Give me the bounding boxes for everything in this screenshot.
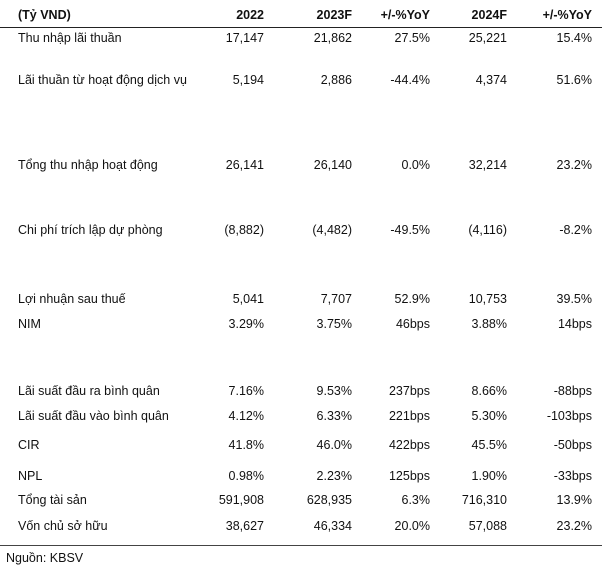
cell-yoy-2023: 237bps xyxy=(388,384,430,398)
cell-yoy-2023: 46bps xyxy=(395,317,430,331)
table-row xyxy=(0,27,602,49)
source-note: Nguồn: KBSV xyxy=(6,551,84,565)
cell-2024f: 4,374 xyxy=(475,73,507,87)
cell-yoy-2023: 6.3% xyxy=(401,493,430,507)
table-row xyxy=(0,434,602,456)
header-2022: 2022 xyxy=(236,8,264,22)
cell-2023f: 9.53% xyxy=(316,384,352,398)
table-row xyxy=(0,219,602,241)
table-row xyxy=(0,405,602,427)
cell-2024f: 8.66% xyxy=(471,384,507,398)
row-label: Lãi suất đầu ra bình quân xyxy=(18,384,160,398)
cell-yoy-2024: -103bps xyxy=(546,409,592,423)
header-yoy-2023: +/-%YoY xyxy=(380,8,430,22)
cell-2024f: 10,753 xyxy=(468,292,507,306)
cell-2022: 7.16% xyxy=(228,384,264,398)
table-header-row xyxy=(0,4,602,26)
header-2024f: 2024F xyxy=(471,8,507,22)
cell-2022: 41.8% xyxy=(228,438,264,452)
cell-2024f: 32,214 xyxy=(468,158,507,172)
cell-yoy-2023: 422bps xyxy=(388,438,430,452)
cell-yoy-2023: 125bps xyxy=(388,469,430,483)
cell-2022: 26,141 xyxy=(225,158,264,172)
row-label: Lãi thuần từ hoạt động dịch vụ xyxy=(18,73,187,87)
cell-yoy-2023: 52.9% xyxy=(394,292,430,306)
cell-yoy-2024: 51.6% xyxy=(556,73,592,87)
cell-yoy-2023: -44.4% xyxy=(390,73,430,87)
cell-yoy-2024: 13.9% xyxy=(556,493,592,507)
cell-2022: 5,194 xyxy=(232,73,264,87)
cell-2023f: 26,140 xyxy=(313,158,352,172)
cell-yoy-2023: 20.0% xyxy=(394,519,430,533)
row-label: Vốn chủ sở hữu xyxy=(18,519,108,533)
table-row xyxy=(0,465,602,487)
cell-yoy-2023: 27.5% xyxy=(394,31,430,45)
cell-2022: (8,882) xyxy=(224,223,264,237)
table-row xyxy=(0,69,602,91)
cell-2023f: 21,862 xyxy=(313,31,352,45)
row-label: Lãi suất đầu vào bình quân xyxy=(18,409,169,423)
cell-2023f: (4,482) xyxy=(312,223,352,237)
cell-2022: 17,147 xyxy=(225,31,264,45)
cell-2022: 4.12% xyxy=(228,409,264,423)
cell-2024f: 57,088 xyxy=(468,519,507,533)
cell-yoy-2023: 221bps xyxy=(388,409,430,423)
row-label: NIM xyxy=(18,317,41,331)
cell-2024f: (4,116) xyxy=(468,223,507,237)
cell-2023f: 7,707 xyxy=(320,292,352,306)
cell-2023f: 46.0% xyxy=(316,438,352,452)
table-row xyxy=(0,154,602,176)
cell-yoy-2024: -88bps xyxy=(553,384,592,398)
cell-yoy-2024: -50bps xyxy=(553,438,592,452)
cell-yoy-2024: 23.2% xyxy=(556,158,592,172)
cell-2022: 591,908 xyxy=(218,493,264,507)
cell-2024f: 3.88% xyxy=(471,317,507,331)
cell-2023f: 3.75% xyxy=(316,317,352,331)
table-bottom-divider xyxy=(0,545,602,546)
cell-2024f: 45.5% xyxy=(471,438,507,452)
header-unit: (Tỷ VND) xyxy=(18,8,71,22)
cell-yoy-2024: 23.2% xyxy=(556,519,592,533)
cell-yoy-2023: 0.0% xyxy=(401,158,430,172)
row-label: Tổng tài sản xyxy=(18,493,87,507)
cell-2024f: 716,310 xyxy=(461,493,507,507)
cell-2024f: 5.30% xyxy=(471,409,507,423)
header-2023f: 2023F xyxy=(316,8,352,22)
row-label: NPL xyxy=(18,469,43,483)
cell-2024f: 25,221 xyxy=(468,31,507,45)
row-label: Chi phí trích lập dự phòng xyxy=(18,223,163,237)
table-row xyxy=(0,489,602,511)
table-row xyxy=(0,380,602,402)
cell-2022: 3.29% xyxy=(228,317,264,331)
header-yoy-2024: +/-%YoY xyxy=(542,8,592,22)
cell-2022: 38,627 xyxy=(225,519,264,533)
cell-yoy-2024: -33bps xyxy=(553,469,592,483)
row-label: Tổng thu nhập hoạt động xyxy=(18,158,158,172)
cell-2023f: 628,935 xyxy=(306,493,352,507)
row-label: Lợi nhuận sau thuế xyxy=(18,292,126,306)
table-row xyxy=(0,288,602,310)
cell-2023f: 2.23% xyxy=(316,469,352,483)
cell-yoy-2024: -8.2% xyxy=(559,223,592,237)
row-label: CIR xyxy=(18,438,40,452)
cell-yoy-2024: 15.4% xyxy=(556,31,592,45)
cell-yoy-2024: 14bps xyxy=(557,317,592,331)
cell-2022: 0.98% xyxy=(228,469,264,483)
row-label: Thu nhập lãi thuần xyxy=(18,31,122,45)
cell-yoy-2024: 39.5% xyxy=(556,292,592,306)
cell-2022: 5,041 xyxy=(232,292,264,306)
cell-2023f: 46,334 xyxy=(313,519,352,533)
cell-yoy-2023: -49.5% xyxy=(390,223,430,237)
table-row xyxy=(0,515,602,537)
cell-2024f: 1.90% xyxy=(471,469,507,483)
table-row xyxy=(0,313,602,335)
cell-2023f: 2,886 xyxy=(320,73,352,87)
cell-2023f: 6.33% xyxy=(316,409,352,423)
